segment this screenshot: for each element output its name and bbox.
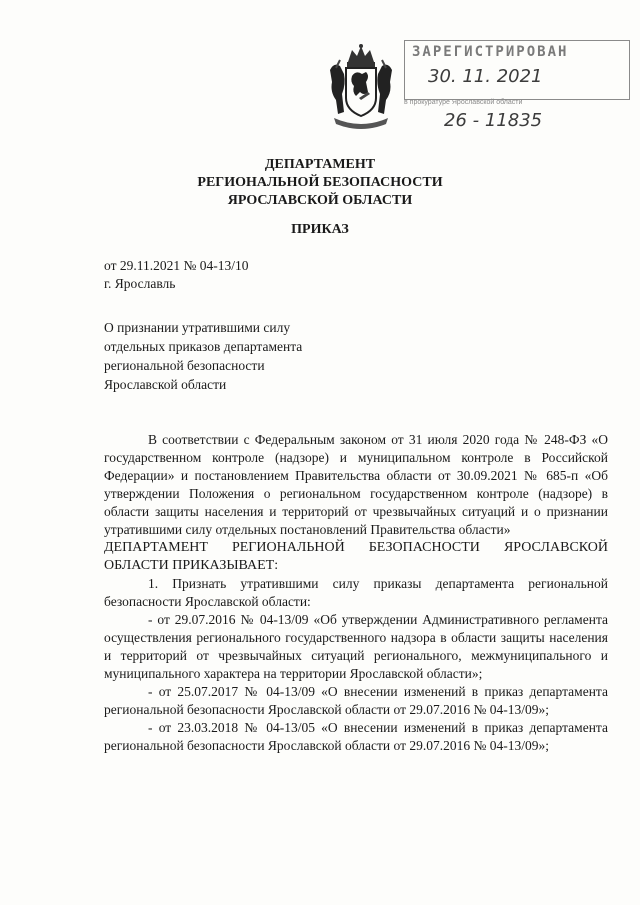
department-title-line-2: РЕГИОНАЛЬНОЙ БЕЗОПАСНОСТИ xyxy=(197,175,443,190)
order-subject xyxy=(104,318,384,394)
item-1-paragraph: 1. Признать утратившими силу приказы департамента региональной безопасности Ярославской области: xyxy=(104,576,608,609)
sub-item-2: - от 25.07.2017 № 04-13/09 «О внесении изменений в приказ департамента региональной безопасности Ярославской области от 29.07.2016 № 04-13/09»; xyxy=(104,684,608,717)
sub-item-1: - от 29.07.2016 № 04-13/09 «Об утверждении Административного регламента осуществления регионального государственного надзора в области защиты населения и территорий от чрезвычайных ситуаций регионального, межмуниципального и муниципального характера на территории Ярославской области»; xyxy=(104,612,608,681)
orders-heading: ДЕПАРТАМЕНТ РЕГИОНАЛЬНОЙ БЕЗОПАСНОСТИ ЯРОСЛАВСКОЙ ОБЛАСТИ ПРИКАЗЫВАЕТ: xyxy=(104,540,608,573)
order-date-number: от 29.11.2021 № 04-13/10 xyxy=(104,258,249,273)
order-title: ПРИКАЗ xyxy=(291,222,349,237)
subject-line: О признании утратившими силу xyxy=(104,320,291,335)
stamp-handwritten-date: 30. 11. 2021 xyxy=(428,66,543,87)
stamp-note: в прокуратуре Ярославской области xyxy=(404,99,523,106)
order-city: г. Ярославль xyxy=(104,276,176,291)
order-body xyxy=(104,431,608,755)
registration-stamp xyxy=(398,36,634,134)
sub-item-3: - от 23.03.2018 № 04-13/05 «О внесении изменений в приказ департамента региональной безопасности Ярославской области от 29.07.2016 № 04-13/09»; xyxy=(104,720,608,753)
department-title-line-3: ЯРОСЛАВСКОЙ ОБЛАСТИ xyxy=(227,193,413,208)
preamble-paragraph: В соответствии с Федеральным законом от 31 июля 2020 года № 248-ФЗ «О государственном контроле (надзоре) и муниципальном контроле в Российской Федерации» и постановлением Правительства области от 30.09.2021 № 685-п «Об утверждении Положения о региональном государственном контроле (надзоре) в области защиты населения и территорий от чрезвычайных ситуаций и о признании утратившими силу отдельных постановлений Правительства области» xyxy=(104,432,608,537)
subject-line: Ярославской области xyxy=(104,377,227,392)
stamp-title: ЗАРЕГИСТРИРОВАН xyxy=(412,44,569,60)
coat-of-arms-emblem xyxy=(326,40,396,136)
subject-line: отдельных приказов департамента xyxy=(104,339,303,354)
department-title-line-1: ДЕПАРТАМЕНТ xyxy=(264,157,376,172)
subject-line: региональной безопасности xyxy=(104,358,265,373)
stamp-handwritten-number: 26 - 11835 xyxy=(444,110,543,131)
